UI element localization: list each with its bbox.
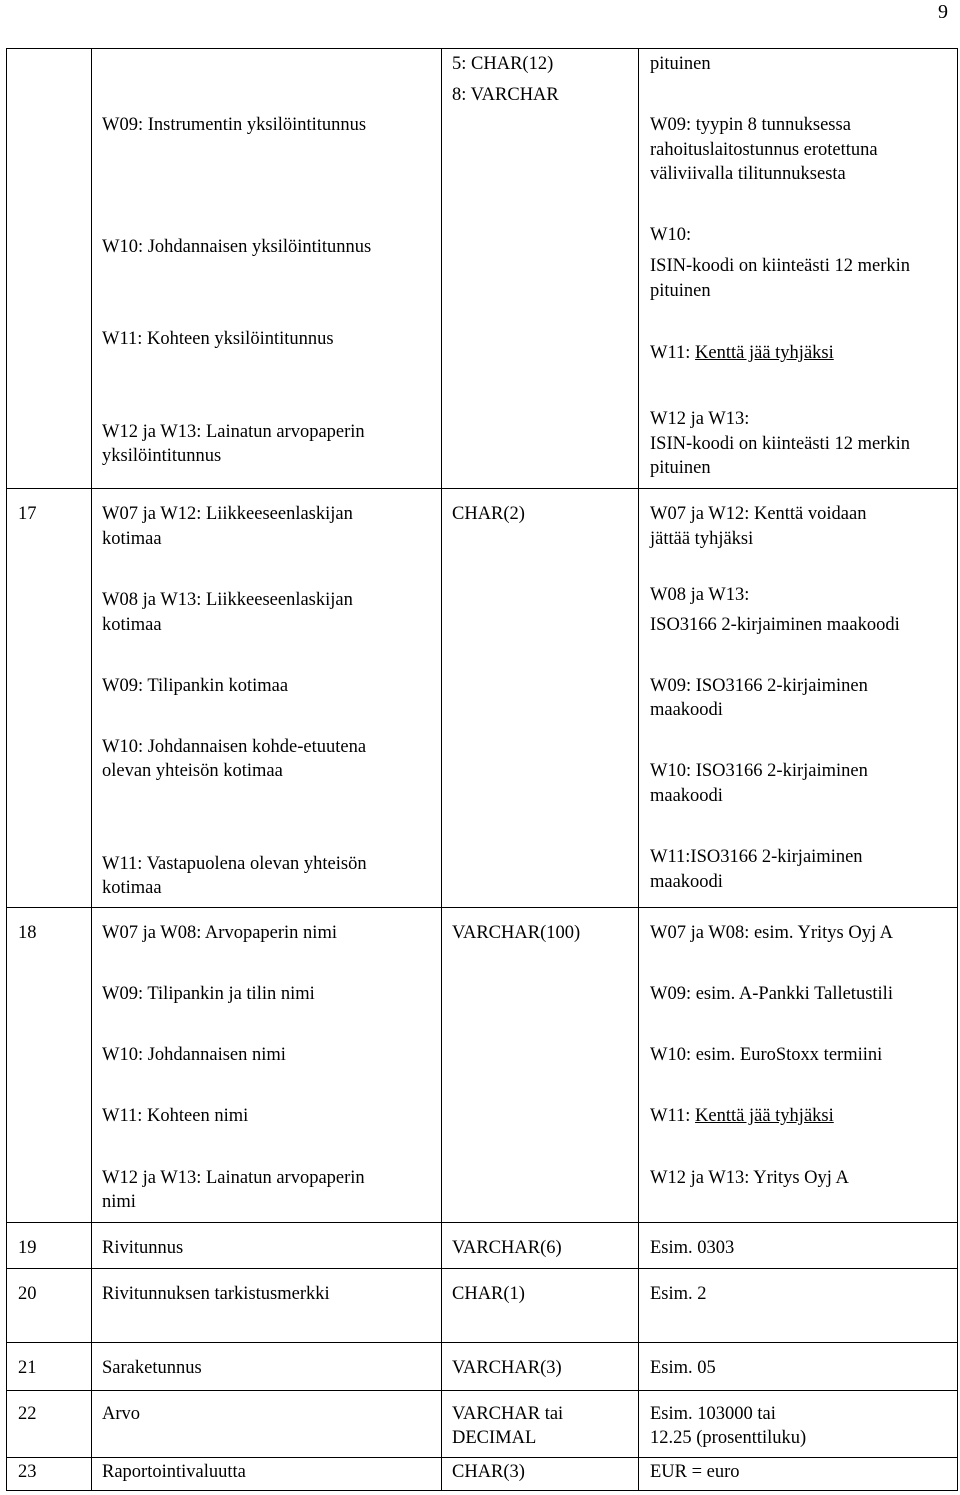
row-number: 22 [18,1404,37,1424]
field-description: yksilöintitunnus [102,446,222,466]
field-note: W12 ja W13: Yritys Oyj A [650,1168,849,1188]
field-note: Esim. 103000 tai [650,1404,776,1424]
column-divider [6,48,7,1491]
field-description: W08 ja W13: Liikkeeseenlaskijan [102,590,353,610]
field-note: W07 ja W08: esim. Yritys Oyj A [650,923,894,943]
row-number: 20 [18,1284,37,1304]
field-note: väliviivalla tilitunnuksesta [650,164,846,184]
field-note: W12 ja W13: [650,409,750,429]
field-note [650,341,834,366]
column-divider [441,48,442,1491]
field-description: W10: Johdannaisen kohde-etuutena [102,737,367,757]
field-note-prefix: W11: [650,1106,696,1126]
field-type: CHAR(1) [452,1284,525,1304]
row-divider [6,1390,957,1391]
field-note: W09: ISO3166 2-kirjaiminen [650,676,868,696]
field-note: W10: ISO3166 2-kirjaiminen [650,761,868,781]
column-divider [638,48,639,1491]
field-description: kotimaa [102,615,162,635]
field-note: ISIN-koodi on kiinteästi 12 merkin [650,256,910,276]
page-number: 9 [938,1,948,23]
field-description: W12 ja W13: Lainatun arvopaperin [102,1168,365,1188]
field-type: CHAR(3) [452,1462,525,1482]
field-note: pituinen [650,54,711,74]
field-note: W10: esim. EuroStoxx termiini [650,1045,883,1065]
field-note: maakoodi [650,786,723,806]
field-note: EUR = euro [650,1462,740,1482]
field-note: W10: [650,225,692,245]
field-note: pituinen [650,281,711,301]
field-type: 8: VARCHAR [452,85,559,105]
field-note: maakoodi [650,700,723,720]
field-type: VARCHAR tai [452,1404,564,1424]
field-note: ISIN-koodi on kiinteästi 12 merkin [650,434,910,454]
row-divider [6,1222,957,1223]
field-note: W11:ISO3166 2-kirjaiminen [650,847,863,867]
row-number: 21 [18,1358,37,1378]
field-description: kotimaa [102,878,162,898]
field-description: W11: Kohteen nimi [102,1106,249,1126]
row-number: 23 [18,1462,37,1482]
field-description: kotimaa [102,529,162,549]
field-note: rahoituslaitostunnus erotettuna [650,140,878,160]
field-description: W09: Tilipankin kotimaa [102,676,289,696]
field-description: W10: Johdannaisen yksilöintitunnus [102,237,372,257]
field-note-underlined: Kenttä jää tyhjäksi [695,343,834,363]
field-type: 5: CHAR(12) [452,54,554,74]
field-note: W09: esim. A-Pankki Talletustili [650,984,893,1004]
field-type: VARCHAR(3) [452,1358,562,1378]
field-note: W07 ja W12: Kenttä voidaan [650,504,867,524]
field-note: Esim. 05 [650,1358,716,1378]
row-number: 17 [18,504,37,524]
field-description: Rivitunnuksen tarkistusmerkki [102,1284,330,1304]
field-type: CHAR(2) [452,504,525,524]
field-note-prefix: W11: [650,343,696,363]
row-number: 18 [18,923,37,943]
field-description: W07 ja W08: Arvopaperin nimi [102,923,337,943]
table-border-top [6,48,957,49]
field-note: jättää tyhjäksi [650,529,754,549]
field-description: W09: Instrumentin yksilöintitunnus [102,115,367,135]
row-divider [6,1457,957,1458]
field-description: Raportointivaluutta [102,1462,246,1482]
field-description: W10: Johdannaisen nimi [102,1045,286,1065]
field-description: W11: Vastapuolena olevan yhteisön [102,854,367,874]
field-description: olevan yhteisön kotimaa [102,761,283,781]
row-divider [6,488,957,489]
row-divider [6,1268,957,1269]
field-note: 12.25 (prosenttiluku) [650,1428,807,1448]
row-divider [6,907,957,908]
field-description: nimi [102,1192,136,1212]
field-note: ISO3166 2-kirjaiminen maakoodi [650,615,900,635]
field-note: maakoodi [650,872,723,892]
field-description: W09: Tilipankin ja tilin nimi [102,984,315,1004]
field-note-underlined: Kenttä jää tyhjäksi [695,1106,834,1126]
field-description: Saraketunnus [102,1358,202,1378]
field-type: VARCHAR(6) [452,1238,562,1258]
field-description: Arvo [102,1404,141,1424]
field-note: W08 ja W13: [650,585,750,605]
field-description: W11: Kohteen yksilöintitunnus [102,329,334,349]
row-number: 19 [18,1238,37,1258]
field-type: VARCHAR(100) [452,923,581,943]
field-note: W09: tyypin 8 tunnuksessa [650,115,851,135]
field-description: Rivitunnus [102,1238,184,1258]
field-note [650,1104,834,1129]
field-description: W12 ja W13: Lainatun arvopaperin [102,422,365,442]
field-note: Esim. 0303 [650,1238,735,1258]
field-note: Esim. 2 [650,1284,707,1304]
field-note: pituinen [650,458,711,478]
field-description: W07 ja W12: Liikkeeseenlaskijan [102,504,353,524]
column-divider [957,48,958,1491]
row-divider [6,1342,957,1343]
field-type: DECIMAL [452,1428,537,1448]
table-border-bottom [6,1490,957,1491]
column-divider [91,48,92,1491]
